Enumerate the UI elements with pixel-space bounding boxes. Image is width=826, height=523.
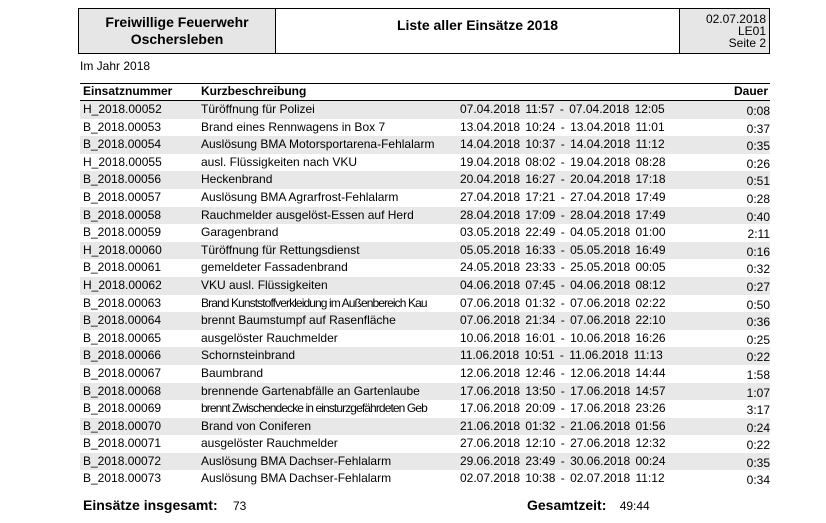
incident-description: gemeldeter Fassadenbrand bbox=[201, 260, 348, 275]
incident-number: B_2018.00059 bbox=[83, 225, 162, 240]
col-header-duration: Dauer bbox=[733, 84, 768, 98]
incident-timespan: 21.06.2018 01:32 - 21.06.2018 01:56 bbox=[460, 418, 666, 433]
incident-duration: 0:26 bbox=[746, 156, 770, 171]
table-row bbox=[80, 259, 770, 277]
incident-number: B_2018.00071 bbox=[83, 436, 162, 451]
incident-number: H_2018.00055 bbox=[83, 154, 162, 169]
table-row bbox=[80, 242, 770, 260]
incident-timespan: 20.04.2018 16:27 - 20.04.2018 17:18 bbox=[460, 172, 666, 187]
incident-duration: 0:16 bbox=[746, 244, 770, 259]
table-row bbox=[80, 189, 770, 207]
incident-number: B_2018.00066 bbox=[83, 348, 162, 363]
incident-number: B_2018.00069 bbox=[83, 401, 162, 416]
incident-description: Rauchmelder ausgelöst-Essen auf Herd bbox=[201, 207, 414, 222]
incident-timespan: 28.04.2018 17:09 - 28.04.2018 17:49 bbox=[460, 207, 666, 222]
incident-number: B_2018.00061 bbox=[83, 260, 162, 275]
incident-timespan: 17.06.2018 13:50 - 17.06.2018 14:57 bbox=[460, 383, 666, 398]
incident-number: B_2018.00053 bbox=[83, 119, 162, 134]
incident-timespan: 10.06.2018 16:01 - 10.06.2018 16:26 bbox=[460, 330, 666, 345]
table-row bbox=[80, 295, 770, 313]
total-time-value: 49:44 bbox=[619, 499, 650, 513]
incident-duration: 0:50 bbox=[746, 297, 770, 312]
incident-timespan: 27.06.2018 12:10 - 27.06.2018 12:32 bbox=[460, 436, 666, 451]
incident-description: VKU ausl. Flüssigkeiten bbox=[201, 277, 328, 292]
incident-duration: 3:17 bbox=[746, 403, 770, 418]
incident-duration: 0:34 bbox=[746, 473, 770, 488]
total-time bbox=[527, 497, 650, 513]
col-header-number: Einsatznummer bbox=[83, 84, 173, 98]
incident-description: Brand Kunststoffverkleidung im Außenbereich Kau bbox=[201, 295, 427, 310]
incident-description: brennt Baumstumpf auf Rasenfläche bbox=[201, 313, 396, 328]
table-row bbox=[80, 207, 770, 225]
table-row bbox=[80, 435, 770, 453]
incident-duration: 0:08 bbox=[746, 104, 770, 118]
incident-number: B_2018.00072 bbox=[83, 453, 162, 468]
org-name-line2: Oschersleben bbox=[130, 31, 224, 47]
incident-duration: 0:35 bbox=[746, 139, 770, 154]
incident-description: Auslösung BMA Agrarfrost-Fehlalarm bbox=[201, 189, 399, 204]
table-row bbox=[80, 400, 770, 418]
incident-duration: 0:22 bbox=[746, 350, 770, 365]
report-meta bbox=[679, 9, 769, 53]
incident-description: Garagenbrand bbox=[201, 225, 279, 240]
incident-duration: 0:22 bbox=[746, 438, 770, 453]
table-row bbox=[80, 365, 770, 383]
incident-timespan: 12.06.2018 12:46 - 12.06.2018 14:44 bbox=[460, 365, 666, 380]
table-row bbox=[80, 277, 770, 295]
incident-description: Auslösung BMA Dachser-Fehlalarm bbox=[201, 471, 392, 486]
incident-timespan: 17.06.2018 20:09 - 17.06.2018 23:26 bbox=[460, 401, 666, 416]
incident-timespan: 24.05.2018 23:33 - 25.05.2018 00:05 bbox=[460, 260, 666, 275]
incident-number: B_2018.00068 bbox=[83, 383, 162, 398]
incident-duration: 0:27 bbox=[746, 279, 770, 294]
incident-description: ausgelöster Rauchmelder bbox=[201, 436, 338, 451]
incident-description: Schornsteinbrand bbox=[201, 348, 296, 363]
report-title: Liste aller Einsätze 2018 bbox=[396, 17, 559, 33]
incident-description: Brand von Coniferen bbox=[201, 418, 312, 433]
incident-timespan: 19.04.2018 08:02 - 19.04.2018 08:28 bbox=[460, 154, 666, 169]
incident-duration: 2:11 bbox=[747, 227, 770, 242]
table-row bbox=[80, 154, 770, 172]
incident-duration: 0:25 bbox=[746, 332, 770, 347]
table-row bbox=[80, 312, 770, 330]
table-row bbox=[80, 119, 770, 137]
table-row bbox=[80, 470, 770, 488]
table-row bbox=[80, 101, 770, 119]
total-time-label: Gesamtzeit: bbox=[527, 497, 607, 513]
incident-number: B_2018.00057 bbox=[83, 189, 162, 204]
incident-timespan: 05.05.2018 16:33 - 05.05.2018 16:49 bbox=[460, 242, 666, 257]
org-name-line1: Freiwillige Feuerwehr bbox=[105, 14, 249, 30]
incident-timespan: 04.06.2018 07:45 - 04.06.2018 08:12 bbox=[460, 277, 666, 292]
incident-number: B_2018.00054 bbox=[83, 137, 162, 152]
incident-duration: 1:07 bbox=[746, 385, 770, 400]
col-header-description: Kurzbeschreibung bbox=[201, 84, 307, 98]
incident-timespan: 13.04.2018 10:24 - 13.04.2018 11:01 bbox=[460, 119, 665, 134]
incident-number: H_2018.00052 bbox=[83, 102, 162, 116]
incident-description: ausl. Flüssigkeiten nach VKU bbox=[201, 154, 358, 169]
table-row bbox=[80, 224, 770, 242]
incident-description: Heckenbrand bbox=[201, 172, 273, 187]
total-count-value: 73 bbox=[232, 499, 247, 513]
incident-duration: 0:32 bbox=[746, 262, 770, 277]
incident-number: B_2018.00058 bbox=[83, 207, 162, 222]
incident-description: Türöffnung für Polizei bbox=[201, 102, 315, 116]
incident-duration: 0:28 bbox=[746, 191, 770, 206]
incident-timespan: 27.04.2018 17:21 - 27.04.2018 17:49 bbox=[460, 189, 666, 204]
incident-duration: 0:51 bbox=[746, 174, 770, 189]
incident-duration: 0:37 bbox=[746, 121, 770, 136]
incident-timespan: 02.07.2018 10:38 - 02.07.2018 11:12 bbox=[460, 471, 665, 486]
incident-timespan: 11.06.2018 10:51 - 11.06.2018 11:13 bbox=[460, 348, 663, 363]
incident-description: brennende Gartenabfälle an Gartenlaube bbox=[201, 383, 420, 398]
table-header bbox=[80, 83, 770, 101]
incident-number: B_2018.00073 bbox=[83, 471, 162, 486]
incident-timespan: 07.06.2018 21:34 - 07.06.2018 22:10 bbox=[460, 313, 666, 328]
incident-timespan: 14.04.2018 10:37 - 14.04.2018 11:12 bbox=[460, 137, 665, 152]
incident-description: Auslösung BMA Motorsportarena-Fehlalarm bbox=[201, 137, 435, 152]
incident-description: Türöffnung für Rettungsdienst bbox=[201, 242, 360, 257]
incident-description: ausgelöster Rauchmelder bbox=[201, 330, 338, 345]
incident-timespan: 07.04.2018 11:57 - 07.04.2018 12:05 bbox=[460, 102, 665, 116]
incident-description: Auslösung BMA Dachser-Fehlalarm bbox=[201, 453, 392, 468]
table-row bbox=[80, 330, 770, 348]
table-row bbox=[80, 171, 770, 189]
period-label: Im Jahr 2018 bbox=[80, 59, 151, 73]
report-date: 02.07.2018 bbox=[705, 12, 766, 26]
incident-duration: 0:35 bbox=[746, 455, 770, 470]
total-count bbox=[83, 497, 246, 513]
table-row bbox=[80, 383, 770, 401]
incident-timespan: 03.05.2018 22:49 - 04.05.2018 01:00 bbox=[460, 225, 666, 240]
incident-duration: 0:40 bbox=[746, 209, 770, 224]
report-code: LE01 bbox=[737, 24, 766, 38]
total-count-label: Einsätze insgesamt: bbox=[83, 497, 218, 513]
incident-duration: 0:24 bbox=[746, 420, 770, 435]
table-row bbox=[80, 136, 770, 154]
incident-number: H_2018.00060 bbox=[83, 242, 162, 257]
incident-number: B_2018.00067 bbox=[83, 365, 162, 380]
incident-number: B_2018.00063 bbox=[83, 295, 162, 310]
incident-number: H_2018.00062 bbox=[83, 277, 162, 292]
incident-duration: 0:36 bbox=[746, 315, 770, 330]
incident-number: B_2018.00056 bbox=[83, 172, 162, 187]
organization-box bbox=[79, 9, 276, 53]
incident-description: brennt Zwischendecke in einsturzgefährdeten Geb bbox=[201, 401, 427, 416]
incident-timespan: 29.06.2018 23:49 - 30.06.2018 00:24 bbox=[460, 453, 666, 468]
table-body bbox=[80, 101, 770, 488]
incident-timespan: 07.06.2018 01:32 - 07.06.2018 02:22 bbox=[460, 295, 666, 310]
table-row bbox=[80, 418, 770, 436]
incident-table bbox=[80, 83, 770, 488]
incident-number: B_2018.00070 bbox=[83, 418, 162, 433]
page-number: Seite 2 bbox=[728, 36, 766, 50]
incident-number: B_2018.00065 bbox=[83, 330, 162, 345]
incident-number: B_2018.00064 bbox=[83, 313, 162, 328]
table-row bbox=[80, 347, 770, 365]
incident-duration: 1:58 bbox=[746, 367, 770, 382]
table-row bbox=[80, 453, 770, 471]
incident-description: Baumbrand bbox=[201, 365, 264, 380]
report-header bbox=[78, 8, 770, 54]
incident-description: Brand eines Rennwagens in Box 7 bbox=[201, 119, 386, 134]
